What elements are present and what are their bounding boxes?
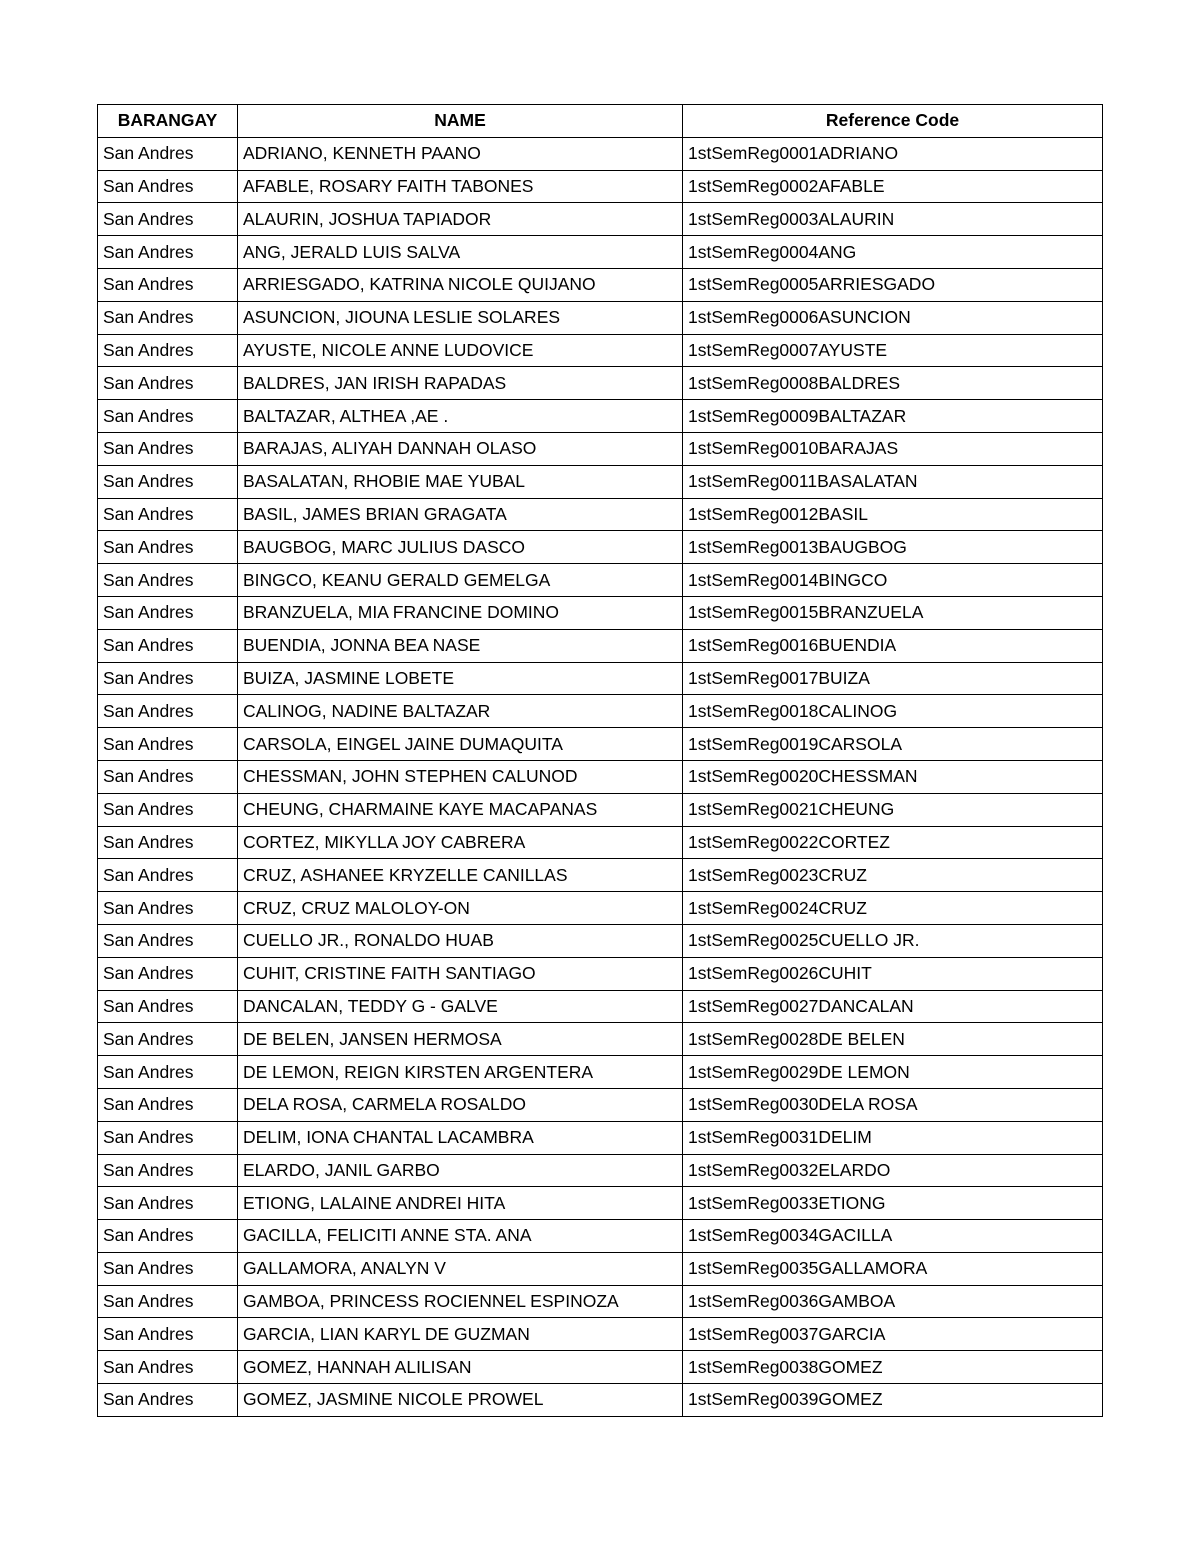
cell-name: ASUNCION, JIOUNA LESLIE SOLARES (238, 301, 683, 334)
cell-reference-code: 1stSemReg0016BUENDIA (683, 629, 1103, 662)
cell-barangay: San Andres (98, 1252, 238, 1285)
cell-reference-code: 1stSemReg0011BASALATAN (683, 465, 1103, 498)
cell-reference-code: 1stSemReg0028DE BELEN (683, 1023, 1103, 1056)
table-row (98, 662, 1103, 695)
table-row (98, 137, 1103, 170)
cell-name: CRUZ, CRUZ MALOLOY-ON (238, 892, 683, 925)
table-row (98, 1154, 1103, 1187)
cell-name: BUENDIA, JONNA BEA NASE (238, 629, 683, 662)
table-row (98, 1187, 1103, 1220)
cell-reference-code: 1stSemReg0021CHEUNG (683, 793, 1103, 826)
cell-reference-code: 1stSemReg0008BALDRES (683, 367, 1103, 400)
cell-barangay: San Andres (98, 1187, 238, 1220)
cell-reference-code: 1stSemReg0038GOMEZ (683, 1351, 1103, 1384)
cell-name: CHESSMAN, JOHN STEPHEN CALUNOD (238, 760, 683, 793)
table-row (98, 400, 1103, 433)
cell-name: DE LEMON, REIGN KIRSTEN ARGENTERA (238, 1056, 683, 1089)
cell-name: BINGCO, KEANU GERALD GEMELGA (238, 564, 683, 597)
cell-name: DE BELEN, JANSEN HERMOSA (238, 1023, 683, 1056)
cell-reference-code: 1stSemReg0003ALAURIN (683, 203, 1103, 236)
table-row (98, 564, 1103, 597)
cell-name: ADRIANO, KENNETH PAANO (238, 137, 683, 170)
table-row (98, 1056, 1103, 1089)
cell-reference-code: 1stSemReg0029DE LEMON (683, 1056, 1103, 1089)
cell-barangay: San Andres (98, 596, 238, 629)
cell-name: CUHIT, CRISTINE FAITH SANTIAGO (238, 957, 683, 990)
cell-barangay: San Andres (98, 793, 238, 826)
table-row (98, 1384, 1103, 1417)
cell-reference-code: 1stSemReg0037GARCIA (683, 1318, 1103, 1351)
table-body (98, 137, 1103, 1416)
cell-reference-code: 1stSemReg0010BARAJAS (683, 432, 1103, 465)
table-row (98, 203, 1103, 236)
cell-barangay: San Andres (98, 400, 238, 433)
cell-reference-code: 1stSemReg0027DANCALAN (683, 990, 1103, 1023)
cell-name: CHEUNG, CHARMAINE KAYE MACAPANAS (238, 793, 683, 826)
cell-name: AFABLE, ROSARY FAITH TABONES (238, 170, 683, 203)
table-row (98, 334, 1103, 367)
cell-reference-code: 1stSemReg0013BAUGBOG (683, 531, 1103, 564)
cell-reference-code: 1stSemReg0025CUELLO JR. (683, 924, 1103, 957)
table-row (98, 629, 1103, 662)
cell-barangay: San Andres (98, 760, 238, 793)
cell-name: BAUGBOG, MARC JULIUS DASCO (238, 531, 683, 564)
cell-barangay: San Andres (98, 859, 238, 892)
cell-barangay: San Andres (98, 268, 238, 301)
cell-barangay: San Andres (98, 367, 238, 400)
cell-name: GAMBOA, PRINCESS ROCIENNEL ESPINOZA (238, 1285, 683, 1318)
cell-name: CARSOLA, EINGEL JAINE DUMAQUITA (238, 728, 683, 761)
table-row (98, 957, 1103, 990)
table-row (98, 432, 1103, 465)
cell-name: DELA ROSA, CARMELA ROSALDO (238, 1088, 683, 1121)
cell-name: BASALATAN, RHOBIE MAE YUBAL (238, 465, 683, 498)
table-row (98, 1252, 1103, 1285)
cell-name: CALINOG, NADINE BALTAZAR (238, 695, 683, 728)
table-row (98, 498, 1103, 531)
cell-name: ELARDO, JANIL GARBO (238, 1154, 683, 1187)
cell-reference-code: 1stSemReg0002AFABLE (683, 170, 1103, 203)
registration-table (97, 104, 1103, 1417)
cell-reference-code: 1stSemReg0004ANG (683, 236, 1103, 269)
cell-name: BARAJAS, ALIYAH DANNAH OLASO (238, 432, 683, 465)
cell-reference-code: 1stSemReg0031DELIM (683, 1121, 1103, 1154)
cell-reference-code: 1stSemReg0026CUHIT (683, 957, 1103, 990)
cell-name: ANG, JERALD LUIS SALVA (238, 236, 683, 269)
table-row (98, 1023, 1103, 1056)
cell-barangay: San Andres (98, 924, 238, 957)
cell-name: GOMEZ, JASMINE NICOLE PROWEL (238, 1384, 683, 1417)
header-reference-code: Reference Code (683, 105, 1103, 138)
table-row (98, 596, 1103, 629)
cell-name: BUIZA, JASMINE LOBETE (238, 662, 683, 695)
cell-reference-code: 1stSemReg0001ADRIANO (683, 137, 1103, 170)
table-row (98, 236, 1103, 269)
cell-barangay: San Andres (98, 1056, 238, 1089)
cell-reference-code: 1stSemReg0017BUIZA (683, 662, 1103, 695)
table-header (98, 105, 1103, 138)
cell-reference-code: 1stSemReg0005ARRIESGADO (683, 268, 1103, 301)
cell-name: ARRIESGADO, KATRINA NICOLE QUIJANO (238, 268, 683, 301)
table-row (98, 301, 1103, 334)
table-row (98, 1220, 1103, 1253)
cell-reference-code: 1stSemReg0036GAMBOA (683, 1285, 1103, 1318)
cell-reference-code: 1stSemReg0032ELARDO (683, 1154, 1103, 1187)
cell-name: BASIL, JAMES BRIAN GRAGATA (238, 498, 683, 531)
table-row (98, 268, 1103, 301)
cell-name: AYUSTE, NICOLE ANNE LUDOVICE (238, 334, 683, 367)
cell-reference-code: 1stSemReg0033ETIONG (683, 1187, 1103, 1220)
cell-barangay: San Andres (98, 1088, 238, 1121)
cell-barangay: San Andres (98, 629, 238, 662)
cell-reference-code: 1stSemReg0012BASIL (683, 498, 1103, 531)
cell-barangay: San Andres (98, 826, 238, 859)
table-row (98, 1088, 1103, 1121)
cell-barangay: San Andres (98, 301, 238, 334)
header-barangay: BARANGAY (98, 105, 238, 138)
cell-name: ETIONG, LALAINE ANDREI HITA (238, 1187, 683, 1220)
cell-barangay: San Andres (98, 334, 238, 367)
cell-barangay: San Andres (98, 564, 238, 597)
cell-reference-code: 1stSemReg0039GOMEZ (683, 1384, 1103, 1417)
cell-reference-code: 1stSemReg0034GACILLA (683, 1220, 1103, 1253)
table-row (98, 892, 1103, 925)
cell-barangay: San Andres (98, 465, 238, 498)
cell-reference-code: 1stSemReg0023CRUZ (683, 859, 1103, 892)
table-row (98, 465, 1103, 498)
cell-barangay: San Andres (98, 728, 238, 761)
cell-reference-code: 1stSemReg0014BINGCO (683, 564, 1103, 597)
cell-name: ALAURIN, JOSHUA TAPIADOR (238, 203, 683, 236)
cell-barangay: San Andres (98, 1023, 238, 1056)
table-row (98, 1351, 1103, 1384)
table-row (98, 367, 1103, 400)
cell-barangay: San Andres (98, 662, 238, 695)
cell-barangay: San Andres (98, 498, 238, 531)
cell-reference-code: 1stSemReg0009BALTAZAR (683, 400, 1103, 433)
table-row (98, 990, 1103, 1023)
table-row (98, 924, 1103, 957)
cell-reference-code: 1stSemReg0015BRANZUELA (683, 596, 1103, 629)
cell-name: CORTEZ, MIKYLLA JOY CABRERA (238, 826, 683, 859)
cell-barangay: San Andres (98, 892, 238, 925)
cell-barangay: San Andres (98, 1384, 238, 1417)
cell-name: DANCALAN, TEDDY G - GALVE (238, 990, 683, 1023)
cell-name: DELIM, IONA CHANTAL LACAMBRA (238, 1121, 683, 1154)
cell-barangay: San Andres (98, 1154, 238, 1187)
cell-name: CUELLO JR., RONALDO HUAB (238, 924, 683, 957)
cell-reference-code: 1stSemReg0006ASUNCION (683, 301, 1103, 334)
table-row (98, 695, 1103, 728)
cell-barangay: San Andres (98, 432, 238, 465)
cell-barangay: San Andres (98, 1121, 238, 1154)
table-row (98, 1285, 1103, 1318)
cell-name: GACILLA, FELICITI ANNE STA. ANA (238, 1220, 683, 1253)
table-row (98, 859, 1103, 892)
cell-name: BRANZUELA, MIA FRANCINE DOMINO (238, 596, 683, 629)
cell-reference-code: 1stSemReg0024CRUZ (683, 892, 1103, 925)
cell-barangay: San Andres (98, 1318, 238, 1351)
table-row (98, 170, 1103, 203)
table-row (98, 793, 1103, 826)
table-row (98, 1121, 1103, 1154)
cell-name: GOMEZ, HANNAH ALILISAN (238, 1351, 683, 1384)
cell-name: BALDRES, JAN IRISH RAPADAS (238, 367, 683, 400)
cell-reference-code: 1stSemReg0022CORTEZ (683, 826, 1103, 859)
cell-name: BALTAZAR, ALTHEA ,AE . (238, 400, 683, 433)
header-name: NAME (238, 105, 683, 138)
cell-barangay: San Andres (98, 1285, 238, 1318)
cell-name: GALLAMORA, ANALYN V (238, 1252, 683, 1285)
cell-barangay: San Andres (98, 990, 238, 1023)
table-row (98, 826, 1103, 859)
table-row (98, 760, 1103, 793)
cell-barangay: San Andres (98, 1220, 238, 1253)
cell-barangay: San Andres (98, 236, 238, 269)
cell-barangay: San Andres (98, 203, 238, 236)
cell-barangay: San Andres (98, 170, 238, 203)
table-row (98, 1318, 1103, 1351)
header-row (98, 105, 1103, 138)
cell-name: GARCIA, LIAN KARYL DE GUZMAN (238, 1318, 683, 1351)
cell-reference-code: 1stSemReg0018CALINOG (683, 695, 1103, 728)
cell-barangay: San Andres (98, 1351, 238, 1384)
cell-barangay: San Andres (98, 531, 238, 564)
cell-reference-code: 1stSemReg0007AYUSTE (683, 334, 1103, 367)
cell-reference-code: 1stSemReg0030DELA ROSA (683, 1088, 1103, 1121)
cell-reference-code: 1stSemReg0020CHESSMAN (683, 760, 1103, 793)
table-row (98, 728, 1103, 761)
cell-reference-code: 1stSemReg0035GALLAMORA (683, 1252, 1103, 1285)
cell-barangay: San Andres (98, 695, 238, 728)
table-row (98, 531, 1103, 564)
cell-barangay: San Andres (98, 137, 238, 170)
cell-reference-code: 1stSemReg0019CARSOLA (683, 728, 1103, 761)
cell-name: CRUZ, ASHANEE KRYZELLE CANILLAS (238, 859, 683, 892)
cell-barangay: San Andres (98, 957, 238, 990)
